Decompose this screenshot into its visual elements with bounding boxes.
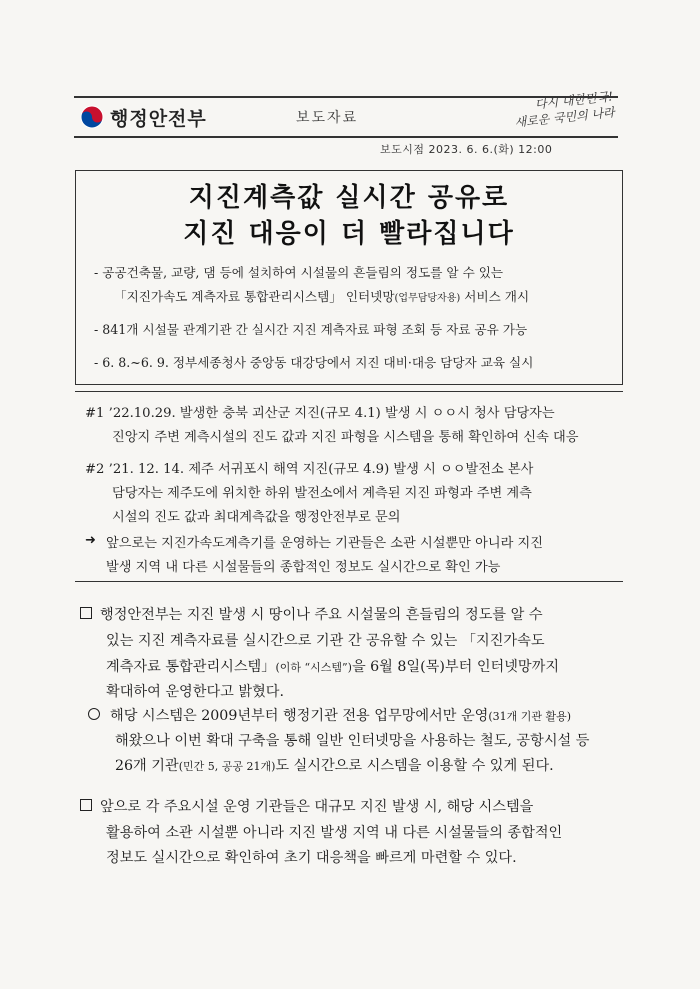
slogan-line-1: 다시 대한민국! xyxy=(534,89,614,112)
ministry-logo xyxy=(80,104,207,131)
slogan-line-2: 새로운 국민의 나라 xyxy=(513,105,616,130)
slogan-handwriting xyxy=(503,88,616,131)
body-2-line-1 xyxy=(88,705,571,725)
case-1-line-1: #1 ’22.10.29. 발생한 충북 괴산군 지진(규모 4.1) 발생 시 ㅇㅇ시 청사 담당자는 xyxy=(85,406,555,421)
ministry-name: 행정안전부 xyxy=(110,107,207,130)
body-1c-small: (이하 “시스템”) xyxy=(275,661,352,674)
square-bullet-icon xyxy=(80,799,92,811)
body-2c-post: 도 실시간으로 시스템을 이용할 수 있게 된다. xyxy=(275,758,554,774)
body-3-line-1 xyxy=(80,796,533,816)
body-1-line-1 xyxy=(80,604,543,624)
body-2a-small: (31개 기관 활용) xyxy=(488,710,572,723)
subpoint-2: - 841개 시설물 관계기관 간 실시간 지진 계측자료 파형 조회 등 자료 공유 가능 xyxy=(94,322,528,337)
square-bullet-icon xyxy=(80,607,92,619)
body-1-line-3 xyxy=(106,656,559,676)
divider-top xyxy=(75,391,623,392)
circle-bullet-icon xyxy=(88,708,100,720)
body-1-line-4: 확대하여 운영한다고 밝혔다. xyxy=(106,684,284,700)
divider-bottom xyxy=(75,581,623,582)
subpoint-1b-end: 서비스 개시 xyxy=(460,289,530,304)
release-time: 보도시점 2023. 6. 6.(화) 12:00 xyxy=(380,143,553,156)
subpoint-1b-small: (업무담당자용) xyxy=(394,293,461,304)
title-box xyxy=(75,170,623,385)
release-label: 보도자료 xyxy=(296,110,359,126)
body-3-line-2: 활용하여 소관 시설뿐 아니라 지진 발생 지역 내 다른 시설물들의 종합적인 xyxy=(106,825,563,841)
arrow-icon: ➜ xyxy=(85,533,96,548)
subpoint-3: - 6. 8.~6. 9. 정부세종청사 중앙동 대강당에서 지진 대비·대응 담당자 교육 실시 xyxy=(94,355,534,370)
subpoint-1b-text: 「지진가속도 계측자료 통합관리시스템」 인터넷망 xyxy=(114,289,395,304)
body-2c-pre: 26개 기관 xyxy=(115,758,179,774)
case-3-line-1: 앞으로는 지진가속도계측기를 운영하는 기관들은 소관 시설뿐만 아니라 지진 xyxy=(106,536,543,551)
body-3a: 앞으로 각 주요시설 운영 기관들은 대규모 지진 발생 시, 해당 시스템을 xyxy=(100,799,534,815)
body-1-line-2: 있는 지진 계측자료를 실시간으로 기관 간 공유할 수 있는 「지진가속도 xyxy=(106,633,545,649)
taegeuk-seal-icon xyxy=(80,105,104,129)
case-1-line-2: 진앙지 주변 계측시설의 진도 값과 지진 파형을 시스템을 통해 확인하여 신속 대응 xyxy=(112,430,579,445)
body-2-line-3 xyxy=(115,755,554,775)
subpoint-1a: - 공공건축물, 교량, 댐 등에 설치하여 시설물의 흔들림의 정도를 알 수 있는 xyxy=(94,265,504,280)
body-1c-post: 을 6월 8일(목)부터 인터넷망까지 xyxy=(351,659,560,675)
body-3-line-3: 정보도 실시간으로 확인하여 초기 대응책을 빠르게 마련할 수 있다. xyxy=(106,850,517,866)
body-1a: 행정안전부는 지진 발생 시 땅이나 주요 시설물의 흔들림의 정도를 알 수 xyxy=(100,607,543,623)
case-2-line-2: 담당자는 제주도에 위치한 하위 발전소에서 계측된 지진 파형과 주변 계측 xyxy=(112,486,532,501)
header-bar xyxy=(74,89,618,138)
title-line-2: 지진 대응이 더 빨라집니다 xyxy=(183,219,515,249)
body-2a-pre: 해당 시스템은 2009년부터 행정기관 전용 업무망에서만 운영 xyxy=(110,708,489,724)
case-2-line-1: #2 ’21. 12. 14. 제주 서귀포시 해역 지진(규모 4.9) 발생 시 ㅇㅇ발전소 본사 xyxy=(85,462,534,477)
body-1c-pre: 계측자료 통합관리시스템」 xyxy=(106,659,276,675)
case-3-line-2: 발생 지역 내 다른 시설물들의 종합적인 정보도 실시간으로 확인 가능 xyxy=(106,560,501,575)
body-2c-small: (민간 5, 공공 21개) xyxy=(178,760,276,773)
body-2-line-2: 해왔으나 이번 확대 구축을 통해 일반 인터넷망을 사용하는 철도, 공항시설 등 xyxy=(115,733,590,749)
case-2-line-3: 시설의 진도 값과 최대계측값을 행정안전부로 문의 xyxy=(112,510,401,525)
subpoint-1b xyxy=(114,286,640,305)
title-line-1: 지진계측값 실시간 공유로 xyxy=(188,183,510,213)
